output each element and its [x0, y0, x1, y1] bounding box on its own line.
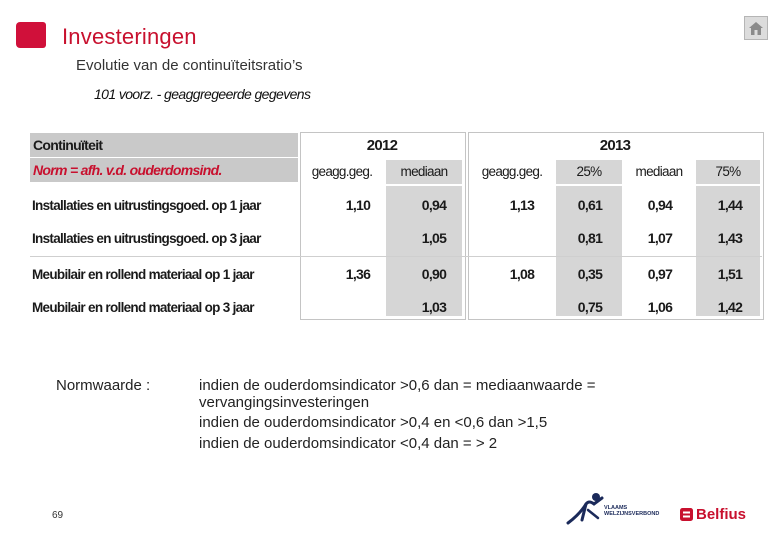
cell-value: 1,06: [647, 299, 673, 315]
norm-line: indien de ouderdomsindicator <0,4 dan = > 2: [199, 435, 498, 452]
vvsg-logo-icon: [566, 490, 606, 526]
cell-value: 1,42: [717, 299, 743, 315]
vvsg-line: WELZIJNSVERBOND: [604, 511, 660, 517]
row-label: Installaties en uitrustingsgoed. op 3 jaar: [32, 231, 261, 246]
cell-value: 1,03: [421, 299, 447, 315]
year-2013-label: 2013: [599, 137, 631, 154]
cell-value: 1,13: [509, 197, 535, 213]
cell-value: 1,51: [717, 266, 743, 282]
col-2013-mediaan: mediaan: [635, 164, 683, 179]
cell-value: 0,75: [577, 299, 603, 315]
norm-value-label: Normwaarde :: [56, 377, 151, 394]
row-label: Meubilair en rollend materiaal op 3 jaar: [32, 300, 254, 315]
col-2013-p75: 75%: [696, 160, 760, 184]
row-label: Meubilair en rollend materiaal op 1 jaar: [32, 267, 254, 282]
belfius-logo-text: Belfius: [696, 506, 747, 523]
cell-value: 0,35: [577, 266, 603, 282]
vvsg-line: VLAAMS: [604, 505, 628, 511]
norm-line: indien de ouderdomsindicator >0,4 en <0,6 dan >1,5: [199, 414, 548, 431]
cell-value: 1,07: [647, 230, 673, 246]
table-caption: 101 voorz. - geaggregeerde gegevens: [94, 86, 311, 102]
cell-value: 0,81: [577, 230, 603, 246]
home-button[interactable]: [744, 16, 768, 40]
norm-line: indien de ouderdomsindicator >0,6 dan = mediaanwaarde =: [199, 377, 596, 394]
cell-value: 1,44: [717, 197, 743, 213]
cell-value: 1,05: [421, 230, 447, 246]
cell-value: 0,94: [647, 197, 673, 213]
col-2012-mediaan: mediaan: [386, 160, 462, 184]
row-label: Installaties en uitrustingsgoed. op 1 jaar: [32, 198, 261, 213]
year-2012-label: 2012: [366, 137, 398, 154]
page-title: Investeringen: [62, 24, 197, 49]
vvsg-logo-text: [604, 505, 664, 517]
cell-value: 0,97: [647, 266, 673, 282]
cell-value: 1,36: [345, 266, 371, 282]
cell-value: 0,94: [421, 197, 447, 213]
title-accent-block: [16, 22, 46, 48]
cell-value: 1,08: [509, 266, 535, 282]
belfius-logo-icon: [680, 508, 693, 521]
cell-value: 0,61: [577, 197, 603, 213]
table-norm-label: Norm = afh. v.d. ouderdomsind.: [30, 158, 298, 182]
cell-value: 0,90: [421, 266, 447, 282]
cell-value: 1,43: [717, 230, 743, 246]
cell-value: 1,10: [345, 197, 371, 213]
col-2013-geagg: geagg.geg.: [481, 164, 543, 179]
norm-line: vervangingsinvesteringen: [199, 394, 370, 411]
home-icon: [748, 21, 764, 36]
page-number: 69: [52, 510, 64, 521]
table-header-label: Continuïteit: [30, 133, 298, 157]
page-subtitle: Evolutie van de continuïteitsratio’s: [76, 57, 303, 74]
col-2012-geagg: geagg.geg.: [311, 164, 373, 179]
col-2013-p25: 25%: [556, 160, 622, 184]
group-separator: [30, 256, 762, 257]
